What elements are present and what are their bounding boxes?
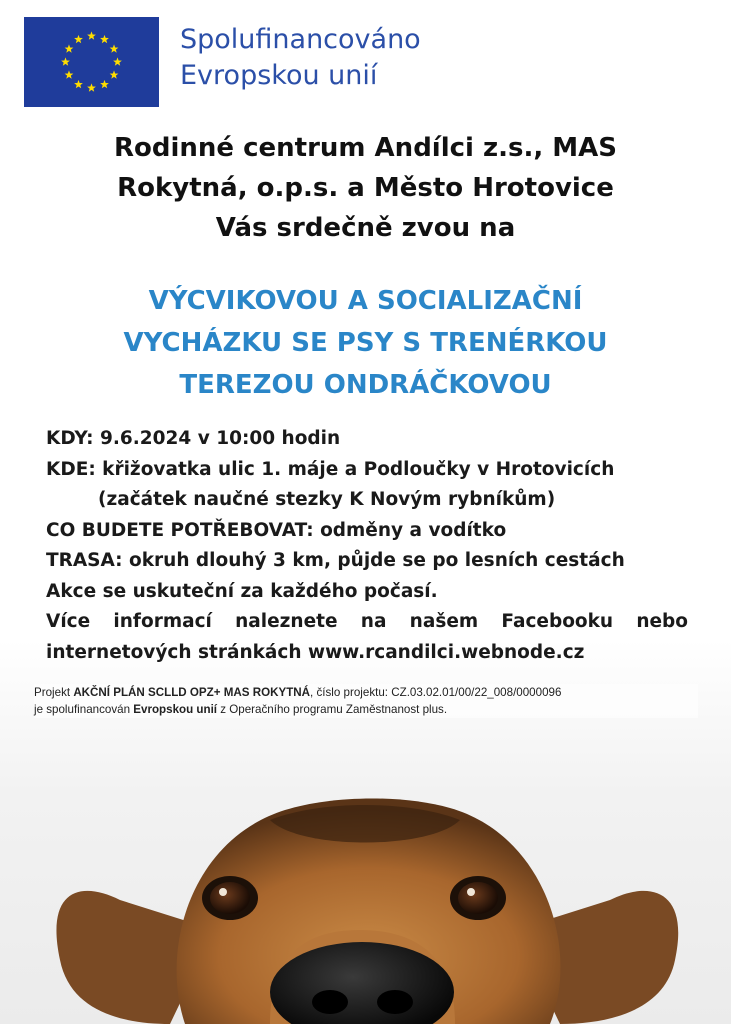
project-name: AKČNÍ PLÁN SCLLD OPZ+ MAS ROKYTNÁ (73, 686, 311, 699)
info-word: informací (113, 611, 212, 632)
info-word: na (360, 611, 387, 632)
project-note-line2 (34, 701, 698, 718)
info-word: naleznete (235, 611, 338, 632)
info-word: Facebooku (501, 611, 614, 632)
eu-star-icon (61, 57, 70, 65)
eu-star-icon (65, 44, 74, 52)
eu-text-line2: Evropskou unií (180, 60, 378, 91)
project-note-line1 (34, 684, 698, 701)
project-funding-note (34, 684, 698, 718)
project-number-label: , číslo projektu: (310, 686, 392, 699)
detail-route: TRASA: okruh dlouhý 3 km, půjde se po lesních cestách (46, 550, 625, 571)
info-word: Více (46, 611, 91, 632)
detail-where: KDE: křižovatka ulic 1. máje a Podloučky v Hrotovicích (46, 458, 615, 480)
project-line2-bold: Evropskou unií (133, 703, 218, 716)
event-title-line1: VÝCVIKOVOU A SOCIALIZAČNÍ (148, 286, 583, 316)
headline-line2: Rokytná, o.p.s. a Město Hrotovice (117, 173, 614, 203)
event-title-line3: TEREZOU ONDRÁČKOVOU (179, 370, 552, 400)
info-word: našem (409, 611, 479, 632)
eu-star-icon (110, 70, 119, 78)
event-title (0, 280, 731, 406)
eu-text-line1: Spolufinancováno (180, 24, 421, 55)
eu-star-icon (74, 80, 83, 88)
eu-star-icon (87, 83, 96, 91)
eu-star-icon (110, 44, 119, 52)
event-title-line2: VYCHÁZKU SE PSY S TRENÉRKOU (123, 328, 608, 358)
eu-flag-icon (24, 17, 159, 107)
event-details (46, 424, 688, 668)
detail-when: KDY: 9.6.2024 v 10:00 hodin (46, 428, 341, 449)
eu-star-icon (113, 57, 122, 65)
detail-where-note: (začátek naučné stezky K Novým rybníkům) (98, 489, 556, 510)
info-word: nebo (636, 611, 688, 632)
eu-star-icon (74, 35, 83, 43)
eu-star-icon (87, 31, 96, 39)
project-number: CZ.03.02.01/00/22_008/0000096 (391, 686, 562, 699)
eu-star-icon (100, 35, 109, 43)
dog-photo (0, 780, 731, 1024)
project-prefix: Projekt (34, 686, 74, 699)
organizers-headline (0, 128, 731, 248)
eu-star-icon (65, 70, 74, 78)
detail-bring: CO BUDETE POTŘEBOVAT: odměny a vodítko (46, 519, 507, 541)
project-line2-suffix: z Operačního programu Zaměstnanost plus. (217, 703, 448, 716)
detail-info-line2: internetových stránkách www.rcandilci.webnode.cz (46, 641, 585, 663)
detail-weather: Akce se uskuteční za každého počasí. (46, 580, 438, 602)
headline-line3: Vás srdečně zvou na (215, 213, 516, 243)
eu-cofinancing-label (180, 22, 421, 94)
headline-line1: Rodinné centrum Andílci z.s., MAS (113, 133, 618, 163)
project-line2-prefix: je spolufinancován (34, 703, 134, 716)
detail-info-line1 (46, 607, 688, 638)
eu-star-icon (100, 80, 109, 88)
